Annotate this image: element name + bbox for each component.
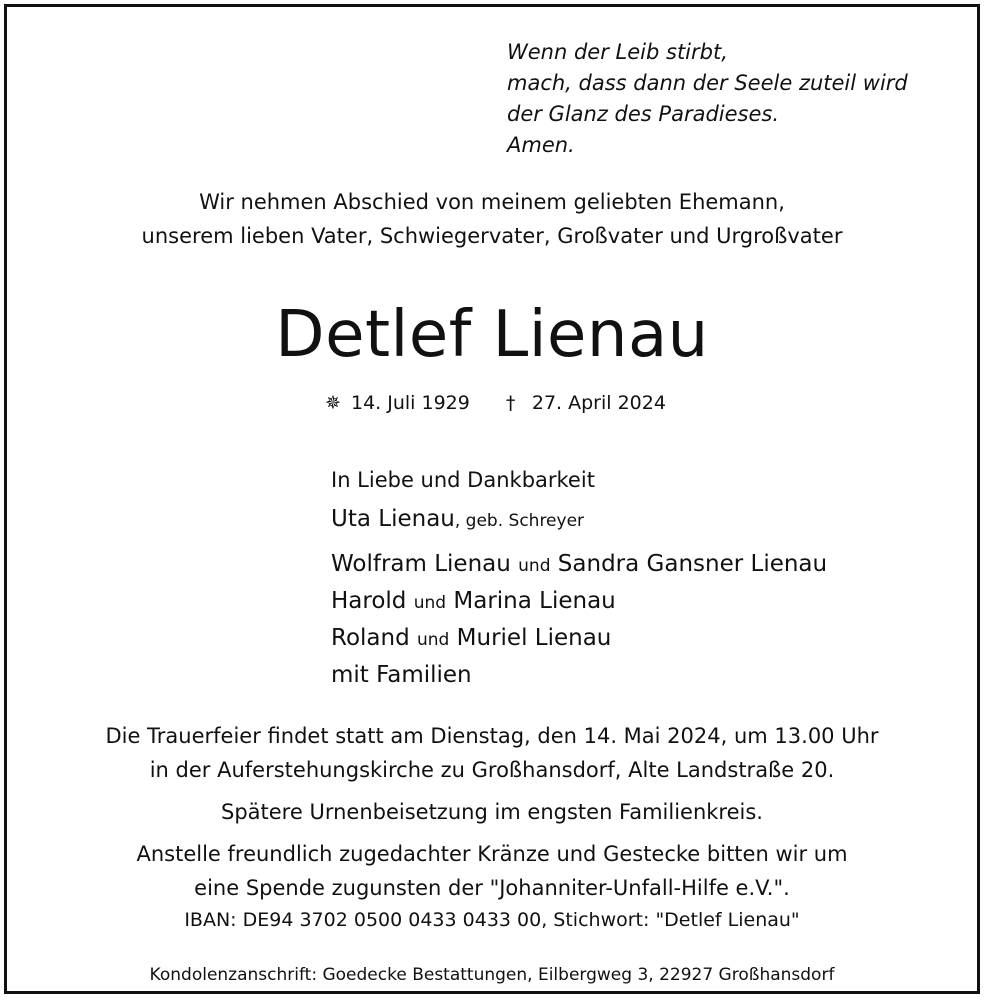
death-date: 27. April 2024 bbox=[531, 392, 666, 414]
obituary-frame bbox=[4, 4, 980, 994]
burial-line: Spätere Urnenbeisetzung im engsten Familienkreis. bbox=[221, 800, 763, 824]
birth-date: 14. Juli 1929 bbox=[351, 392, 470, 414]
condolence-address: Kondolenzanschrift: Goedecke Bestattungen, Eilbergweg 3, 22927 Großhansdorf bbox=[149, 965, 835, 985]
verse-line: der Glanz des Paradieses. bbox=[507, 102, 780, 126]
death-cross-icon: † bbox=[505, 392, 516, 414]
intro-line-2: unserem lieben Vater, Schwiegervater, Großvater und Urgroßvater bbox=[141, 224, 843, 248]
spouse-line bbox=[331, 502, 827, 539]
mourner-couple bbox=[331, 621, 827, 658]
deceased-name: Detlef Lienau bbox=[275, 298, 709, 372]
mourners-heading: In Liebe und Dankbarkeit bbox=[331, 468, 595, 492]
verse-block bbox=[507, 37, 908, 161]
mourner-name: Wolfram Lienau bbox=[331, 551, 511, 577]
service-line-1: Die Trauerfeier findet statt am Dienstag, den 14. Mai 2024, um 13.00 Uhr bbox=[105, 724, 879, 748]
mourners-closing: mit Familien bbox=[331, 662, 472, 688]
donation-line-2: eine Spende zugunsten der "Johanniter-Unfall-Hilfe e.V.". bbox=[194, 876, 790, 900]
joiner-word: und bbox=[518, 556, 551, 576]
intro-line-1: Wir nehmen Abschied von meinem geliebten Ehemann, bbox=[199, 190, 785, 214]
birth-star-icon: ✵ bbox=[325, 392, 341, 414]
verse-line: Amen. bbox=[507, 133, 575, 157]
mourner-name: Muriel Lienau bbox=[456, 625, 612, 651]
life-dates bbox=[325, 389, 666, 417]
farewell-intro bbox=[7, 185, 977, 253]
mourner-name: Roland bbox=[331, 625, 410, 651]
mourner-name: Harold bbox=[331, 588, 407, 614]
mourner-couple bbox=[331, 584, 827, 621]
spouse-maiden-name: , geb. Schreyer bbox=[454, 511, 585, 531]
joiner-word: und bbox=[417, 630, 450, 650]
mourner-couple bbox=[331, 547, 827, 584]
verse-line: Wenn der Leib stirbt, bbox=[507, 40, 728, 64]
joiner-word: und bbox=[413, 593, 447, 613]
donation-line-1: Anstelle freundlich zugedachter Kränze und Gestecke bitten wir um bbox=[136, 842, 848, 866]
mourners-list bbox=[331, 462, 827, 693]
spouse-name: Uta Lienau bbox=[331, 506, 455, 532]
mourner-name: Marina Lienau bbox=[453, 588, 616, 614]
iban-line: IBAN: DE94 3702 0500 0433 0433 00, Stichwort: "Detlef Lienau" bbox=[184, 909, 800, 931]
service-notice bbox=[7, 719, 977, 905]
verse-line: mach, dass dann der Seele zuteil wird bbox=[507, 71, 908, 95]
service-line-2: in der Auferstehungskirche zu Großhansdorf, Alte Landstraße 20. bbox=[149, 758, 835, 782]
mourner-name: Sandra Gansner Lienau bbox=[557, 551, 828, 577]
